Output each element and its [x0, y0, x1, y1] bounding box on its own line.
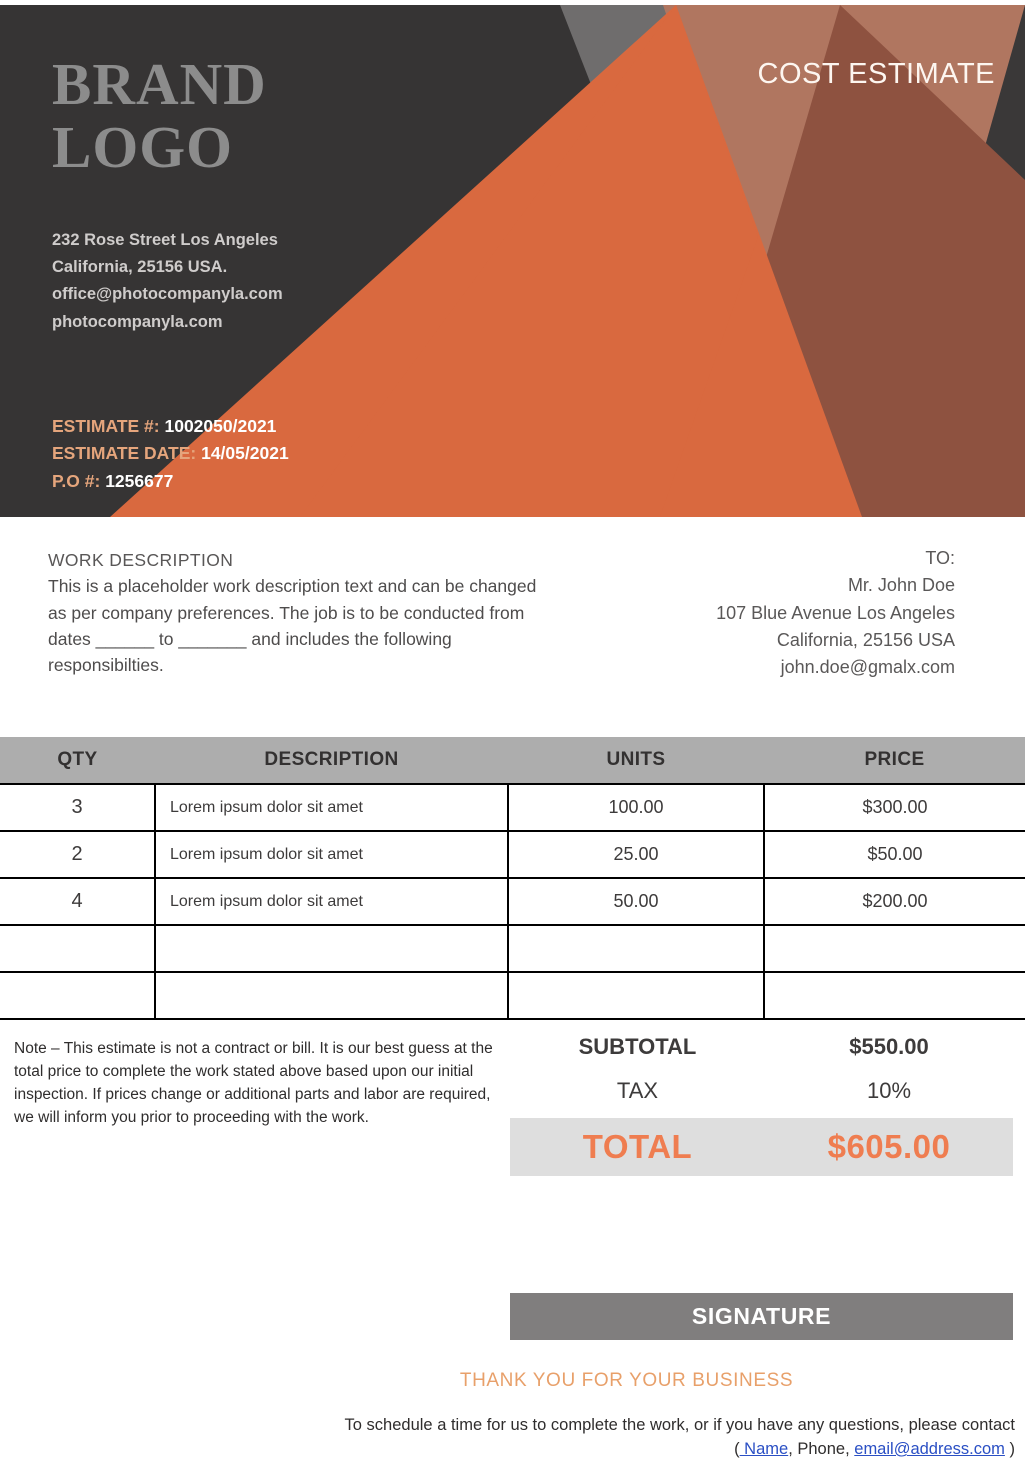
thank-you-text: THANK YOU FOR YOUR BUSINESS — [459, 1370, 794, 1391]
cell-price: $300.00 — [764, 784, 1025, 831]
cell-units — [508, 925, 764, 972]
thank-you-message — [0, 1370, 1013, 1392]
table-row — [0, 972, 1025, 1019]
estimate-number-label: ESTIMATE #: — [52, 416, 160, 436]
footer-name-link[interactable]: Name — [739, 1439, 789, 1458]
document-header — [0, 5, 1025, 517]
column-header-price: PRICE — [764, 737, 1025, 784]
company-address-line1: 232 Rose Street Los Angeles — [52, 231, 278, 249]
column-header-qty: QTY — [0, 737, 155, 784]
document-type-title: COST ESTIMATE — [757, 58, 995, 90]
footer-email-link[interactable]: email@address.com — [854, 1439, 1005, 1458]
total-value: $605.00 — [827, 1128, 951, 1165]
estimate-date-value: 14/05/2021 — [201, 443, 289, 464]
table-row — [0, 878, 1025, 925]
cell-units: 25.00 — [508, 831, 764, 878]
signature-label: SIGNATURE — [691, 1303, 832, 1329]
company-address — [52, 227, 472, 336]
cell-price: $50.00 — [764, 831, 1025, 878]
table-row — [0, 831, 1025, 878]
cell-description — [155, 925, 508, 972]
cell-qty: 3 — [0, 784, 155, 831]
brand-logo-line2: LOGO — [52, 113, 234, 180]
estimate-number-value: 1002050/2021 — [164, 416, 277, 436]
total-label: TOTAL — [582, 1128, 693, 1165]
table-body — [0, 784, 1025, 1019]
estimate-metadata — [52, 413, 289, 495]
work-description-body: This is a placeholder work description text and can be changed as per company preferences. The job is to be conducted from dates ______ to _______ and includes the following responsibilties. — [48, 576, 537, 676]
bill-to-email: john.doe@gmalx.com — [780, 657, 955, 678]
footer-contact-line1: To schedule a time for us to complete the work, or if you have any questions, please contact — [344, 1416, 1015, 1434]
totals-block — [510, 1026, 1013, 1176]
line-items-table — [0, 737, 1025, 1020]
estimate-date-label: ESTIMATE DATE: — [52, 443, 197, 464]
company-website: photocompanyla.com — [52, 312, 223, 331]
footer-phone-text: , Phone, — [788, 1439, 855, 1458]
footer-paren-close: ) — [1004, 1439, 1015, 1458]
po-number-row — [52, 468, 289, 495]
estimate-number-row — [52, 413, 289, 440]
cell-description — [155, 972, 508, 1019]
cell-units: 50.00 — [508, 878, 764, 925]
column-header-units: UNITS — [508, 737, 764, 784]
footer-paren-open: ( — [734, 1439, 740, 1458]
work-description-title: WORK DESCRIPTION — [48, 550, 234, 570]
cell-description: Lorem ipsum dolor sit amet — [155, 784, 508, 831]
bill-to-address-line2: California, 25156 USA — [776, 630, 955, 651]
footer-contact — [12, 1414, 1015, 1462]
bill-to-label: TO: — [925, 548, 955, 568]
cell-price — [764, 925, 1025, 972]
cell-description: Lorem ipsum dolor sit amet — [155, 831, 508, 878]
cell-price: $200.00 — [764, 878, 1025, 925]
bill-to-name: Mr. John Doe — [847, 575, 955, 596]
tax-value: 10% — [866, 1077, 912, 1103]
table-header-row — [0, 737, 1025, 784]
cell-units — [508, 972, 764, 1019]
estimate-date-row — [52, 440, 289, 467]
cell-qty — [0, 925, 155, 972]
company-address-line2: California, 25156 USA. — [52, 258, 228, 277]
company-email: office@photocompanyla.com — [52, 285, 283, 304]
subtotal-value: $550.00 — [849, 1034, 929, 1059]
tax-row — [510, 1068, 1013, 1113]
cell-qty — [0, 972, 155, 1019]
cell-description: Lorem ipsum dolor sit amet — [155, 878, 508, 925]
total-row — [510, 1118, 1013, 1176]
signature-bar[interactable] — [510, 1293, 1013, 1340]
table-row — [0, 925, 1025, 972]
table-row — [0, 784, 1025, 831]
cell-units: 100.00 — [508, 784, 764, 831]
brand-logo — [52, 53, 472, 178]
cell-price — [764, 972, 1025, 1019]
po-number-value: 1256677 — [105, 470, 174, 491]
footer-contact-line2 — [12, 1438, 1015, 1462]
subtotal-row — [510, 1026, 1013, 1068]
work-description-block — [48, 548, 548, 678]
estimate-note: Note – This estimate is not a contract or bill. It is our best guess at the total price to complete the work stated above based upon our initial inspection. If prices change or additional parts and labor are required, we will inform you prior to proceeding with the work. — [14, 1040, 493, 1126]
bill-to-block — [515, 545, 955, 682]
po-number-label: P.O #: — [52, 470, 101, 491]
subtotal-label: SUBTOTAL — [578, 1034, 697, 1059]
bill-to-address-line1: 107 Blue Avenue Los Angeles — [716, 602, 955, 623]
tax-label: TAX — [616, 1077, 659, 1103]
brand-logo-line1: BRAND — [52, 51, 267, 117]
column-header-description: DESCRIPTION — [155, 737, 508, 784]
cell-qty: 4 — [0, 878, 155, 925]
cell-qty: 2 — [0, 831, 155, 878]
